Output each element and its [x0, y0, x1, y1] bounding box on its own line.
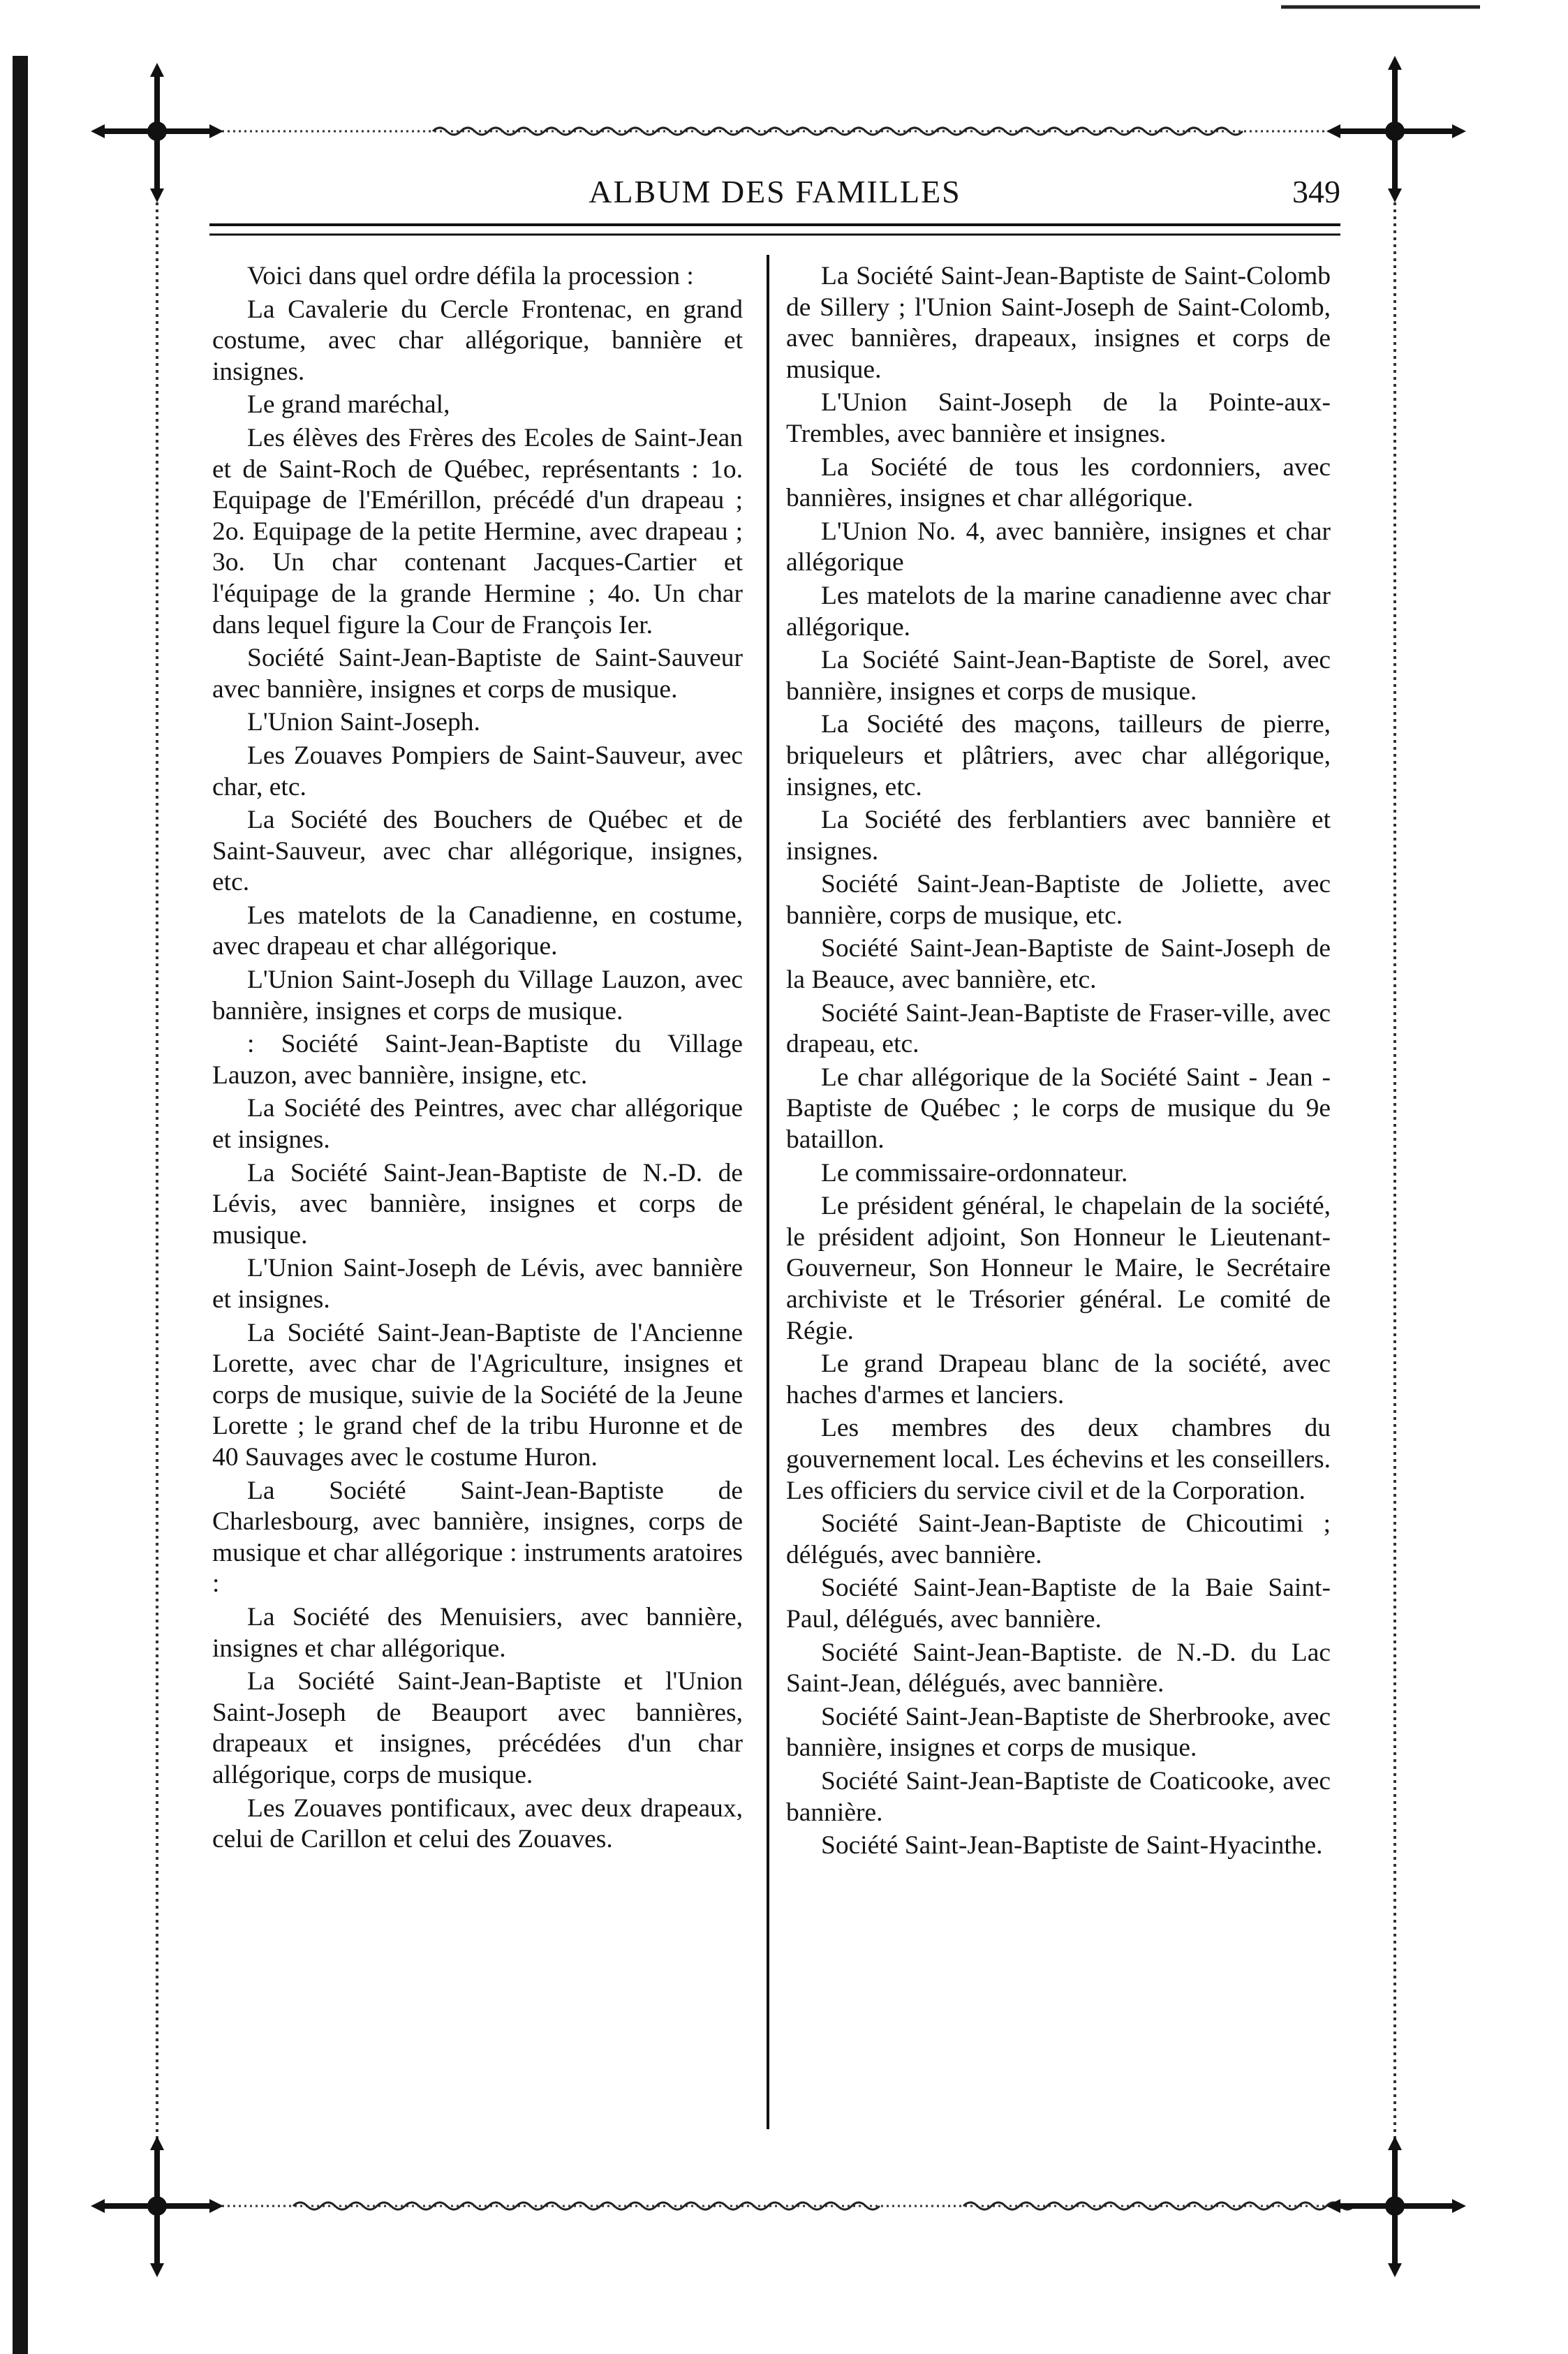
paragraph: Le président général, le chapelain de la société, le président adjoint, Son Honneur le Lieutenant-Gouverneur, Son Honneur le Maire, le Secrétaire archiviste et le Trésorier général. Le comité de Régie.: [786, 1192, 1331, 1345]
paragraph: Voici dans quel ordre défila la procession :: [247, 262, 694, 290]
paragraph: La Société Saint-Jean-Baptiste de N.-D. de Lévis, avec bannière, insignes et corps de musique.: [212, 1158, 743, 1250]
paragraph: La Société Saint-Jean-Baptiste de Saint-Colomb de Sillery ; l'Union Saint-Joseph de Saint-Colomb, avec bannières, drapeaux, insignes et corps de musique.: [786, 262, 1331, 384]
paragraph: Société Saint-Jean-Baptiste de Sherbrooke, avec bannière, insignes et corps de musique.: [786, 1702, 1331, 1763]
paragraph: Société Saint-Jean-Baptiste de Chicoutimi ; délégués, avec bannière.: [786, 1509, 1331, 1569]
paragraph: La Société des Peintres, avec char allégorique et insignes.: [212, 1094, 743, 1155]
paragraph: L'Union Saint-Joseph de Lévis, avec bannière et insignes.: [212, 1254, 743, 1314]
paragraph: La Société de tous les cordonniers, avec bannières, insignes et char allégorique.: [786, 452, 1331, 513]
paragraph: L'Union Saint-Joseph.: [247, 708, 480, 737]
paragraph: La Société Saint-Jean-Baptiste de l'Ancienne Lorette, avec char de l'Agriculture, insignes et corps de musique, suivie de la Société de la Jeune Lorette ; le grand chef de la tribu Huronne et de 40 Sauvages avec le costume Huron.: [212, 1318, 743, 1472]
paragraph: Société Saint-Jean-Baptiste. de N.-D. du Lac Saint-Jean, délégués, avec bannière.: [786, 1638, 1331, 1698]
paragraph: Le grand Drapeau blanc de la société, avec haches d'armes et lanciers.: [786, 1349, 1331, 1409]
paragraph: La Société des maçons, tailleurs de pierre, briqueleurs et plâtriers, avec char allégorique, insignes, etc.: [786, 710, 1331, 801]
paragraph: La Société des Menuisiers, avec bannière, insignes et char allégorique.: [212, 1602, 743, 1663]
paragraph: Les élèves des Frères des Ecoles de Saint-Jean et de Saint-Roch de Québec, représentants : 1o. Equipage de l'Emérillon, précédé d'un drapeau ; 2o. Equipage de la petite Hermine, avec drapeau ; 3o. Un char contenant Jacques-Cartier et l'équipage de la grande Hermine ; 4o. Un char dans lequel figure la Cour de François Ier.: [212, 423, 743, 639]
paragraph: Société Saint-Jean-Baptiste de Fraser-ville, avec drapeau, etc.: [786, 998, 1331, 1059]
paragraph: Les membres des deux chambres du gouvernement local. Les échevins et les conseillers. Les officiers du service civil et de la Corporation.: [786, 1414, 1331, 1505]
paragraph: L'Union No. 4, avec bannière, insignes et char allégorique: [786, 517, 1331, 577]
paragraph: La Société des Bouchers de Québec et de Saint-Sauveur, avec char allégorique, insignes, etc.: [212, 806, 743, 897]
right-column: [786, 261, 1331, 1864]
left-column: [212, 261, 743, 1858]
paragraph: La Société des ferblantiers avec bannière et insignes.: [786, 806, 1331, 866]
paragraph: Le commissaire-ordonnateur.: [821, 1158, 1128, 1187]
paragraph: Société Saint-Jean-Baptiste de Saint-Joseph de la Beauce, avec bannière, etc.: [786, 934, 1331, 995]
paragraph: L'Union Saint-Joseph du Village Lauzon, avec bannière, insignes et corps de musique.: [212, 965, 743, 1026]
paragraph: La Cavalerie du Cercle Frontenac, en grand costume, avec char allégorique, bannière et insignes.: [212, 295, 743, 386]
paragraph: La Société Saint-Jean-Baptiste et l'Union Saint-Joseph de Beauport avec bannières, drapeaux et insignes, précédées d'un char allégorique, corps de musique.: [212, 1667, 743, 1789]
paragraph: Les matelots de la marine canadienne avec char allégorique.: [786, 581, 1331, 642]
paragraph: La Société Saint-Jean-Baptiste de Charlesbourg, avec bannière, insignes, corps de musique et char allégorique : instruments aratoires :: [212, 1476, 743, 1599]
paragraph: La Société Saint-Jean-Baptiste de Sorel, avec bannière, insignes et corps de musique.: [786, 646, 1331, 706]
paragraph: Les Zouaves pontificaux, avec deux drapeaux, celui de Carillon et celui des Zouaves.: [212, 1793, 743, 1854]
paragraph: Société Saint-Jean-Baptiste de Joliette, avec bannière, corps de musique, etc.: [786, 870, 1331, 930]
paragraph: Les Zouaves Pompiers de Saint-Sauveur, avec char, etc.: [212, 741, 743, 801]
running-header: [209, 173, 1340, 215]
paragraph: Le char allégorique de la Société Saint - Jean - Baptiste de Québec ; le corps de musique du 9e bataillon.: [786, 1063, 1331, 1155]
paragraph: Les matelots de la Canadienne, en costume, avec drapeau et char allégorique.: [212, 901, 743, 961]
paragraph: Société Saint-Jean-Baptiste de Saint-Hyacinthe.: [821, 1831, 1323, 1860]
paragraph: Société Saint-Jean-Baptiste de Coaticooke, avec bannière.: [786, 1766, 1331, 1827]
paragraph: L'Union Saint-Joseph de la Pointe-aux-Trembles, avec bannière et insignes.: [786, 388, 1331, 448]
paragraph: Le grand maréchal,: [247, 390, 450, 420]
paragraph: Société Saint-Jean-Baptiste de Saint-Sauveur avec bannière, insignes et corps de musique.: [212, 644, 743, 704]
paragraph: Société Saint-Jean-Baptiste de la Baie Saint-Paul, délégués, avec bannière.: [786, 1574, 1331, 1634]
paragraph: : Société Saint-Jean-Baptiste du Village Lauzon, avec bannière, insigne, etc.: [212, 1030, 743, 1090]
running-title: ALBUM DES FAMILLES: [589, 174, 961, 209]
page-number: 349: [1292, 174, 1340, 209]
